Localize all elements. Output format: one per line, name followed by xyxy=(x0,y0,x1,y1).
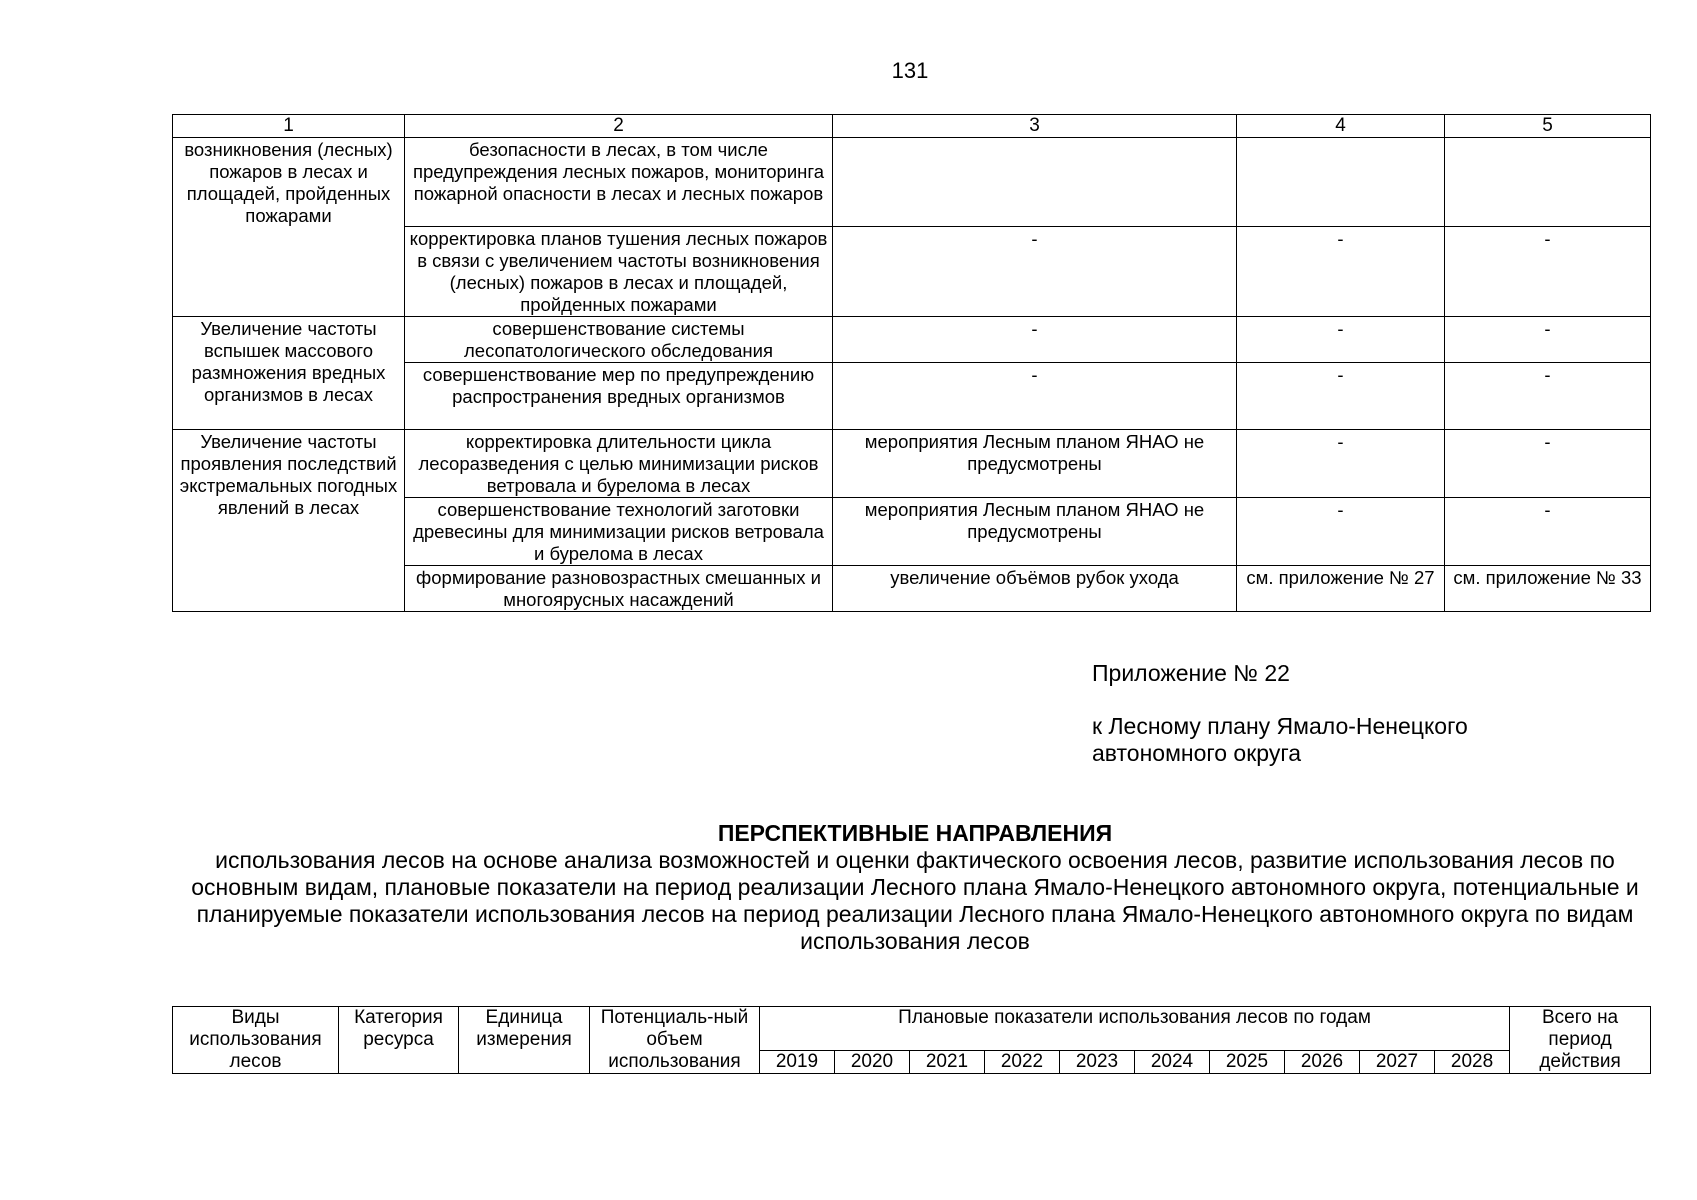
measure-cell: совершенствование системы лесопатологического обследования xyxy=(405,317,833,363)
table-row xyxy=(173,430,1651,498)
header-year-2023: 2023 xyxy=(1060,1051,1135,1074)
cell-col5: - xyxy=(1445,317,1651,363)
column-number-1: 1 xyxy=(173,115,405,138)
cell-col5 xyxy=(1445,138,1651,227)
risk-factor-cell: Увеличение частоты вспышек массового размножения вредных организмов в лесах xyxy=(173,317,405,430)
forest-use-indicators-table xyxy=(172,1006,1651,1074)
cell-col5: - xyxy=(1445,227,1651,317)
section-heading xyxy=(172,820,1658,955)
appendix-line-1: к Лесному плану Ямало-Ненецкого xyxy=(1092,713,1468,739)
appendix-line-2: автономного округа xyxy=(1092,740,1301,766)
cell-col4: - xyxy=(1237,498,1445,566)
measure-cell: совершенствование мер по предупреждению распространения вредных организмов xyxy=(405,363,833,430)
risk-factor-cell: Увеличение частоты проявления последствий экстремальных погодных явлений в лесах xyxy=(173,430,405,612)
header-year-2021: 2021 xyxy=(910,1051,985,1074)
cell-col4: - xyxy=(1237,317,1445,363)
cell-col3 xyxy=(833,138,1237,227)
header-year-2019: 2019 xyxy=(760,1051,835,1074)
header-total: Всего на период действия xyxy=(1510,1007,1651,1074)
section-title: ПЕРСПЕКТИВНЫЕ НАПРАВЛЕНИЯ xyxy=(717,820,1113,846)
cell-col4: - xyxy=(1237,363,1445,430)
appendix-label xyxy=(1092,660,1468,767)
measure-cell: формирование разновозрастных смешанных и многоярусных насаждений xyxy=(405,566,833,612)
header-potential-volume: Потенциаль-ный объем использования xyxy=(590,1007,760,1074)
section-subtitle: использования лесов на основе анализа возможностей и оценки фактического освоения лесов, развитие использования лесов по основным видам, плановые показатели на период реализации Лесного плана Ямало-Ненецкого автономного округа, потенциальные и планируемые показатели использования лесов на период реализации Лесного плана Ямало-Ненецкого автономного округа по видам использования лесов xyxy=(191,847,1639,954)
cell-col3: - xyxy=(833,363,1237,430)
table-row xyxy=(173,138,1651,227)
header-year-2020: 2020 xyxy=(835,1051,910,1074)
cell-col4: - xyxy=(1237,430,1445,498)
cell-col4 xyxy=(1237,138,1445,227)
appendix-number: Приложение № 22 xyxy=(1092,660,1290,686)
cell-col4: см. приложение № 27 xyxy=(1237,566,1445,612)
risk-factor-cell: возникновения (лесных) пожаров в лесах и площадей, пройденных пожарами xyxy=(173,138,405,317)
measure-cell: корректировка планов тушения лесных пожаров в связи с увеличением частоты возникновения (лесных) пожаров в лесах и площадей, пройденных пожарами xyxy=(405,227,833,317)
cell-col3: - xyxy=(833,317,1237,363)
measure-cell: безопасности в лесах, в том числе предупреждения лесных пожаров, мониторинга пожарной опасности в лесах и лесных пожаров xyxy=(405,138,833,227)
cell-col3: - xyxy=(833,227,1237,317)
column-number-3: 3 xyxy=(833,115,1237,138)
cell-col3: увеличение объёмов рубок ухода xyxy=(833,566,1237,612)
cell-col5: - xyxy=(1445,363,1651,430)
table-row xyxy=(173,317,1651,363)
cell-col5: - xyxy=(1445,430,1651,498)
header-year-2022: 2022 xyxy=(985,1051,1060,1074)
header-forest-use-types: Виды использования лесов xyxy=(173,1007,339,1074)
table-header-row xyxy=(173,115,1651,138)
cell-col5: см. приложение № 33 xyxy=(1445,566,1651,612)
header-unit: Единица измерения xyxy=(459,1007,590,1074)
header-year-2024: 2024 xyxy=(1135,1051,1210,1074)
page-number: 131 xyxy=(891,58,929,83)
cell-col3: мероприятия Лесным планом ЯНАО не предусмотрены xyxy=(833,430,1237,498)
header-resource-category: Категория ресурса xyxy=(339,1007,459,1074)
header-year-2028: 2028 xyxy=(1435,1051,1510,1074)
column-number-2: 2 xyxy=(405,115,833,138)
header-year-2026: 2026 xyxy=(1285,1051,1360,1074)
table-header-row xyxy=(173,1007,1651,1051)
measure-cell: корректировка длительности цикла лесоразведения с целью минимизации рисков ветровала и бурелома в лесах xyxy=(405,430,833,498)
cell-col3: мероприятия Лесным планом ЯНАО не предусмотрены xyxy=(833,498,1237,566)
measures-table xyxy=(172,114,1651,612)
column-number-4: 4 xyxy=(1237,115,1445,138)
header-planned-by-year: Плановые показатели использования лесов по годам xyxy=(760,1007,1510,1051)
column-number-5: 5 xyxy=(1445,115,1651,138)
header-year-2027: 2027 xyxy=(1360,1051,1435,1074)
cell-col5: - xyxy=(1445,498,1651,566)
header-year-2025: 2025 xyxy=(1210,1051,1285,1074)
cell-col4: - xyxy=(1237,227,1445,317)
measure-cell: совершенствование технологий заготовки древесины для минимизации рисков ветровала и бурелома в лесах xyxy=(405,498,833,566)
